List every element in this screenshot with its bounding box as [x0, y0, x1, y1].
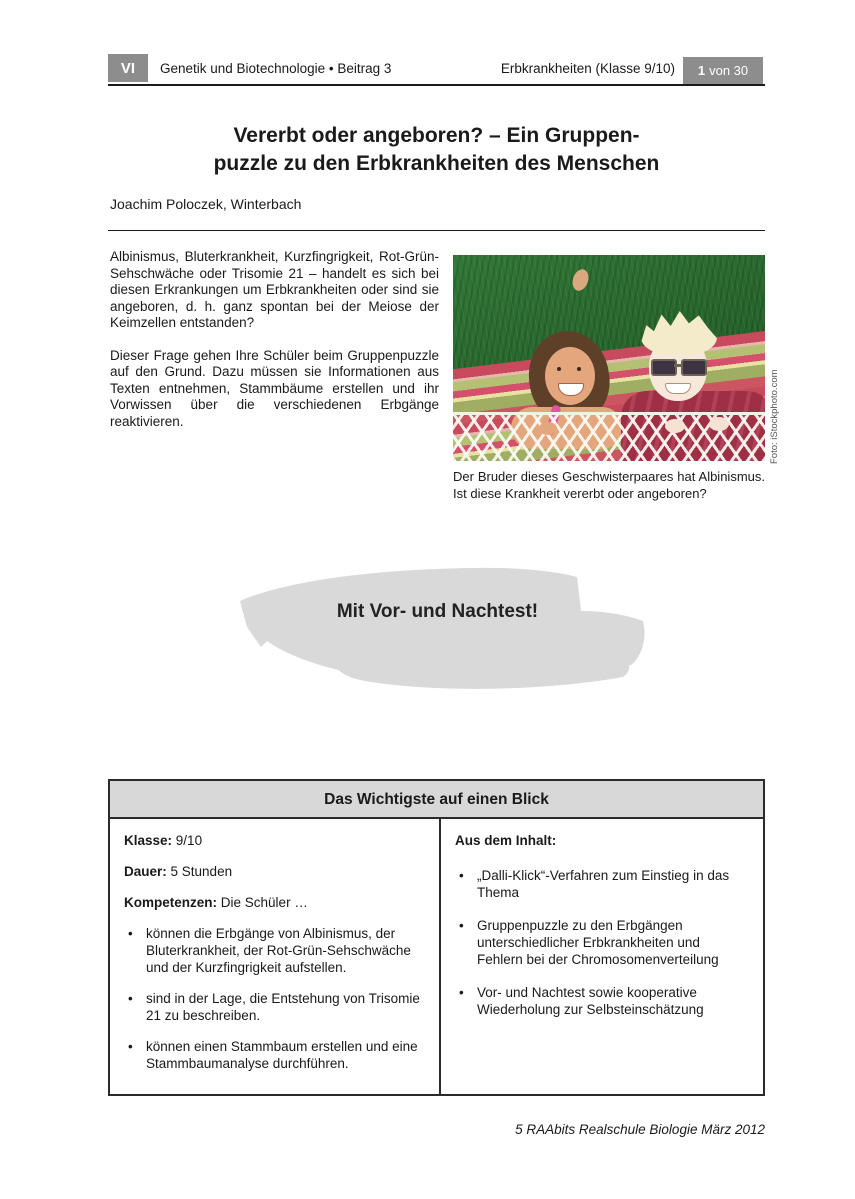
page-indicator	[683, 57, 763, 84]
photo-girl-hand	[539, 422, 557, 435]
intro-text	[110, 249, 439, 446]
author-name: Joachim Poloczek, Winterbach	[110, 196, 302, 212]
bullet-icon: •	[128, 926, 133, 941]
list-item-text: „Dalli-Klick“-Verfahren zum Einstieg in das Thema	[477, 868, 730, 900]
title-rule	[108, 230, 765, 231]
intro-paragraph-2: Dieser Frage gehen Ihre Schüler beim Gruppenpuzzle auf den Grund. Dazu müssen sie Informationen aus Texten entnehmen, Stammbäume erstellen und ihr Vorwissen über die verschiedenen Erbgänge reaktivieren.	[110, 347, 439, 429]
dauer-label: Dauer:	[124, 864, 167, 879]
photo	[453, 255, 765, 461]
header-topic: Genetik und Biotechnologie • Beitrag 3	[160, 61, 392, 76]
photo-boy-sunglasses-left-lens	[651, 359, 677, 376]
photo-girl-eye	[577, 367, 581, 371]
kompetenzen-row	[124, 894, 425, 911]
page-title	[108, 122, 765, 178]
inhalt-heading: Aus dem Inhalt:	[455, 833, 557, 848]
overview-box-right-column	[441, 819, 763, 1096]
dauer-row	[124, 863, 425, 880]
overview-box-left-column	[110, 819, 441, 1096]
page-title-line1: Vererbt oder angeboren? – Ein Gruppen-	[233, 124, 640, 147]
list-item-text: sind in der Lage, die Entstehung von Trisomie 21 zu beschreiben.	[146, 991, 420, 1023]
footer-imprint: 5 RAAbits Realschule Biologie März 2012	[515, 1122, 765, 1137]
klasse-row	[124, 832, 425, 849]
brush-stroke-shape	[215, 563, 660, 693]
dauer-value: 5 Stunden	[170, 864, 233, 879]
list-item	[455, 917, 749, 968]
list-item-text: können die Erbgänge von Albinismus, der Bluterkrankheit, der Rot-Grün-Sehschwäche und der Kurzfingrigkeit aufstellen.	[146, 926, 411, 975]
klasse-label: Klasse:	[124, 833, 173, 848]
overview-box	[108, 779, 765, 1096]
list-item-text: können einen Stammbaum erstellen und eine Stammbaumanalyse durchführen.	[146, 1039, 418, 1071]
intro-paragraph-1: Albinismus, Bluterkrankheit, Kurzfingrigkeit, Rot-Grün-Sehschwäche oder Trisomie 21 – handelt es sich bei diesen Erkrankungen um Erbkrankheiten oder sind sie angeboren, d. h. ganz spontan bei der Meiose der Keimzellen entstanden?	[110, 249, 439, 330]
list-item	[124, 990, 425, 1024]
photo-boy-sunglasses-right-lens	[681, 359, 707, 376]
page-indicator-current: 1	[697, 63, 706, 78]
banner-text: Mit Vor- und Nachtest!	[336, 601, 539, 622]
klasse-value: 9/10	[175, 833, 203, 848]
kompetenzen-label: Kompetenzen:	[124, 895, 218, 910]
section-badge	[108, 54, 148, 82]
bullet-icon: •	[128, 1039, 133, 1054]
page-indicator-total: von 30	[709, 63, 749, 78]
photo-boy-hand	[665, 419, 685, 433]
list-item-text: Vor- und Nachtest sowie kooperative Wiederholung zur Selbsteinschätzung	[477, 985, 704, 1017]
page-title-line2: puzzle zu den Erbkrankheiten des Menschen	[213, 152, 660, 175]
list-item	[124, 925, 425, 976]
header-rule	[108, 84, 765, 86]
overview-box-body	[110, 819, 763, 1096]
list-item	[455, 867, 749, 901]
overview-box-title: Das Wichtigste auf einen Blick	[110, 781, 763, 819]
bullet-icon: •	[459, 868, 464, 883]
section-badge-label: VI	[120, 59, 136, 77]
photo-girl-eye	[557, 367, 561, 371]
list-item-text: Gruppenpuzzle zu den Erbgängen unterschiedlicher Erbkrankheiten und Fehlern bei der Chromosomenverteilung	[477, 918, 719, 967]
photo-girl-face	[545, 347, 595, 405]
bullet-icon: •	[128, 991, 133, 1006]
header-subject: Erbkrankheiten (Klasse 9/10)	[500, 61, 675, 76]
list-item	[124, 1038, 425, 1072]
kompetenzen-value: Die Schüler …	[220, 895, 308, 910]
photo-caption: Der Bruder dieses Geschwisterpaares hat Albinismus. Ist diese Krankheit vererbt oder angeboren?	[453, 469, 765, 501]
banner	[215, 563, 660, 693]
photo-boy-hand	[709, 417, 729, 431]
bullet-icon: •	[459, 918, 464, 933]
photo-credit: Foto: iStockphoto.com	[769, 369, 780, 464]
list-item	[455, 984, 749, 1018]
bullet-icon: •	[459, 985, 464, 1000]
photo-boy-sunglasses-bridge	[674, 364, 682, 367]
